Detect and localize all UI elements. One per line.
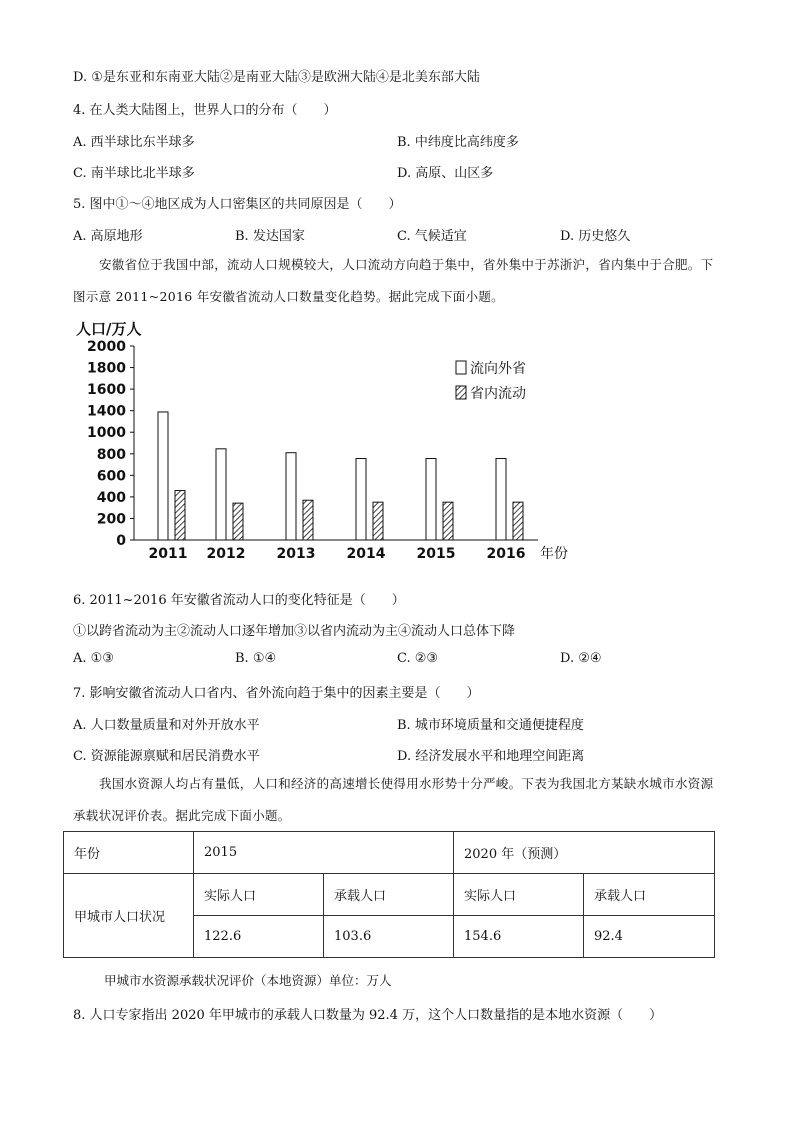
bar-outbound-2012 — [216, 449, 226, 540]
y-tick-label: 200 — [96, 511, 126, 528]
q5-option-c: C. 气候适宜 — [397, 229, 467, 244]
y-tick-label: 1600 — [87, 382, 126, 399]
q5-option-d: D. 历史悠久 — [560, 229, 631, 244]
q7-option-a: A. 人口数量质量和对外开放水平 — [73, 718, 260, 733]
bar-outbound-2011 — [158, 412, 168, 540]
x-axis-title: 年份 — [540, 546, 568, 562]
q5-option-a: A. 高原地形 — [73, 229, 143, 244]
table-cell-value: 122.6 — [194, 916, 324, 958]
table-cell-row-label: 甲城市人口状况 — [64, 874, 194, 958]
q6-option-a: A. ①③ — [73, 651, 114, 666]
bar-intra-2016 — [513, 502, 523, 540]
q4-stem: 4. 在人类大陆图上，世界人口的分布（ ） — [73, 103, 337, 118]
y-tick-label: 400 — [96, 489, 126, 506]
x-tick-label: 2014 — [346, 546, 386, 562]
legend-label-outbound: 流向外省 — [470, 361, 526, 377]
table-caption: 甲城市水资源承载状况评价（本地资源）单位：万人 — [104, 973, 392, 988]
y-tick-label: 1400 — [87, 403, 126, 420]
q4-option-b: B. 中纬度比高纬度多 — [397, 135, 519, 150]
q6-stem: 6. 2011~2016 年安徽省流动人口的变化特征是（ ） — [73, 593, 405, 608]
table-row — [64, 874, 715, 916]
q4-option-c: C. 南半球比北半球多 — [73, 166, 195, 181]
q4-option-a: A. 西半球比东半球多 — [73, 135, 195, 150]
q7-stem: 7. 影响安徽省流动人口省内、省外流向趋于集中的因素主要是（ ） — [73, 686, 480, 701]
y-tick-label: 2000 — [87, 339, 126, 355]
q5-option-b: B. 发达国家 — [235, 229, 305, 244]
q7-option-c: C. 资源能源禀赋和居民消费水平 — [73, 749, 260, 764]
x-tick-label: 2012 — [206, 546, 246, 562]
bar-outbound-2014 — [356, 459, 366, 540]
intro-water-paragraph: 我国水资源人均占有量低，人口和经济的高速增长使得用水形势十分严峻。下表为我国北方某缺水城市水资源承载状况评价表。据此完成下面小题。 — [73, 776, 714, 823]
x-tick-label: 2015 — [416, 546, 456, 562]
q7-option-d: D. 经济发展水平和地理空间距离 — [397, 749, 585, 764]
table-cell-subheader: 实际人口 — [454, 874, 584, 916]
q6-option-b: B. ①④ — [235, 651, 277, 666]
q6-statements: ①以跨省流动为主②流动人口逐年增加③以省内流动为主④流动人口总体下降 — [73, 624, 516, 639]
intro-anhui-paragraph: 安徽省位于我国中部，流动人口规模较大，人口流动方向趋于集中，省外集中于苏浙沪，省内集中于合肥。下图示意 2011~2016 年安徽省流动人口数量变化趋势。据此完成下面小题。 — [73, 257, 714, 304]
table-cell-subheader: 承载人口 — [324, 874, 454, 916]
bar-intra-2013 — [303, 500, 313, 540]
table-cell-subheader: 实际人口 — [194, 874, 324, 916]
table-cell-year-label: 年份 — [64, 832, 194, 874]
y-axis-title: 人口/万人 — [76, 320, 142, 338]
legend-label-intra: 省内流动 — [470, 386, 526, 402]
table-row — [64, 832, 715, 874]
q8-stem: 8. 人口专家指出 2020 年甲城市的承载人口数量为 92.4 万，这个人口数量指的是本地水资源（ ） — [73, 1008, 663, 1023]
table-cell-subheader: 承载人口 — [584, 874, 715, 916]
bar-intra-2014 — [373, 502, 383, 540]
bar-intra-2012 — [233, 503, 243, 540]
q6-option-d: D. ②④ — [560, 651, 602, 666]
q6-option-c: C. ②③ — [397, 651, 439, 666]
q5-stem: 5. 图中①～④地区成为人口密集区的共同原因是（ ） — [73, 197, 402, 212]
legend-swatch-intra — [456, 386, 466, 399]
water-capacity-table — [63, 831, 715, 958]
bar-outbound-2015 — [426, 459, 436, 540]
y-tick-label: 1000 — [87, 425, 126, 442]
y-tick-label: 600 — [96, 468, 126, 485]
bar-outbound-2013 — [286, 453, 296, 540]
y-tick-label: 0 — [116, 533, 126, 549]
table-cell-value: 154.6 — [454, 916, 584, 958]
legend-swatch-outbound — [456, 361, 466, 374]
table-cell-year-2015: 2015 — [194, 832, 454, 874]
q7-option-b: B. 城市环境质量和交通便捷程度 — [397, 718, 584, 733]
q4-option-d: D. 高原、山区多 — [397, 166, 494, 181]
y-tick-label: 800 — [96, 446, 126, 463]
x-tick-label: 2013 — [276, 546, 316, 562]
bar-intra-2011 — [175, 491, 185, 540]
x-tick-label: 2011 — [148, 546, 188, 562]
table-cell-value: 92.4 — [584, 916, 715, 958]
y-tick-label: 1800 — [87, 360, 126, 377]
bar-intra-2015 — [443, 502, 453, 540]
table-cell-year-2020: 2020 年（预测） — [454, 832, 715, 874]
migration-bar-chart — [70, 318, 590, 568]
bar-outbound-2016 — [496, 459, 506, 540]
x-tick-label: 2016 — [486, 546, 526, 562]
q3-option-d: D. ①是东亚和东南亚大陆②是南亚大陆③是欧洲大陆④是北美东部大陆 — [73, 70, 480, 85]
table-cell-value: 103.6 — [324, 916, 454, 958]
